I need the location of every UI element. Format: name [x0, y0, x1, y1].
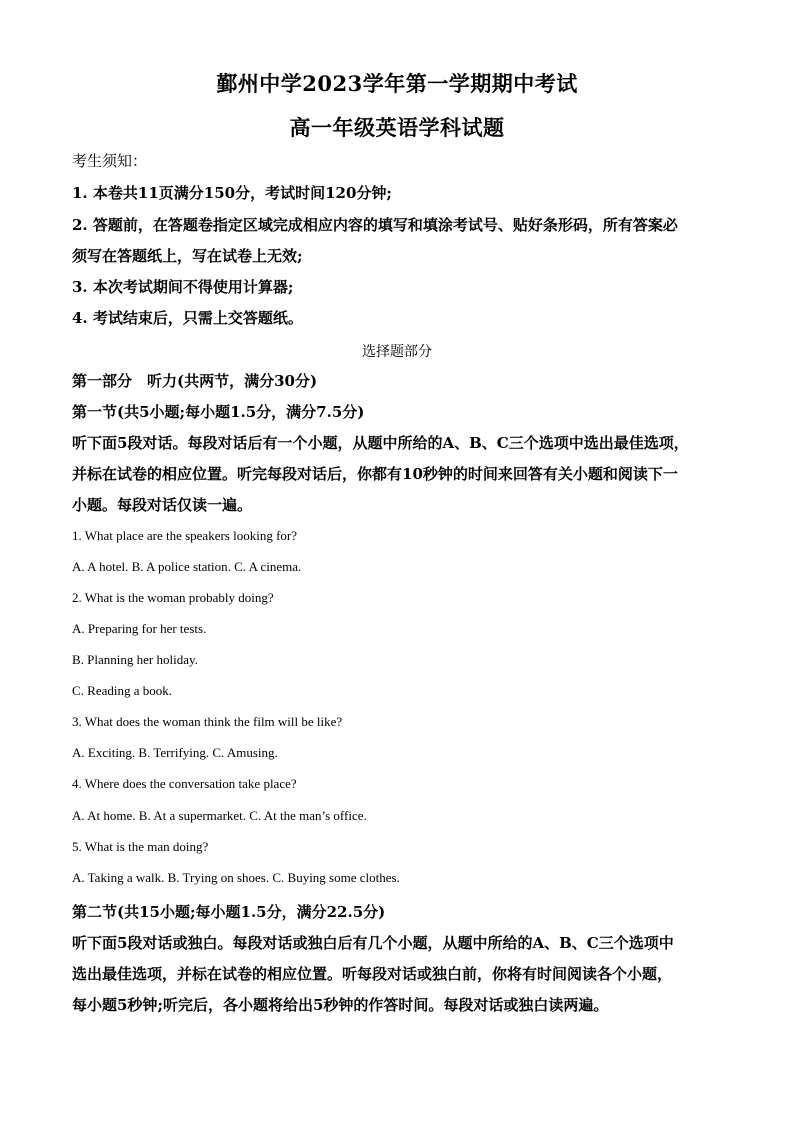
- exam-subtitle: 高一年级英语学科试题: [289, 115, 505, 140]
- question-text: 3. What does the woman think the film will be like?: [72, 714, 343, 729]
- section-label: 选择题部分: [362, 344, 432, 360]
- question-options: A. A hotel. B. A police station. C. A cinema.: [72, 559, 302, 574]
- instruction-line: 每小题5秒钟;听完后，各小题将给出5秒钟的作答时间。每段对话或独白读两遍。: [72, 996, 609, 1014]
- question-option: B. Planning her holiday.: [72, 652, 198, 667]
- question-options: A. At home. B. At a supermarket. C. At the man’s office.: [72, 808, 367, 823]
- part-heading: 第一部分 听力(共两节，满分30分): [72, 372, 318, 390]
- notice-heading: 考生须知：: [72, 152, 148, 170]
- subsection-heading: 第一节(共5小题;每小题1.5分，满分7.5分): [72, 403, 365, 421]
- question-text: 1. What place are the speakers looking for?: [72, 528, 297, 543]
- notice-item: 1. 本卷共11页满分150分，考试时间120分钟;: [72, 184, 392, 202]
- question-text: 5. What is the man doing?: [72, 839, 209, 854]
- notice-item: 2. 答题前，在答题卷指定区域完成相应内容的填写和填涂考试号、贴好条形码，所有答案必: [72, 216, 678, 234]
- question-text: 2. What is the woman probably doing?: [72, 590, 274, 605]
- instruction-line: 听下面5段对话。每段对话后有一个小题，从题中所给的A、B、C三个选项中选出最佳选项，: [72, 434, 689, 452]
- instruction-line: 小题。每段对话仅读一遍。: [72, 496, 253, 514]
- notice-item: 须写在答题纸上，写在试卷上无效;: [72, 247, 303, 265]
- question-options: A. Taking a walk. B. Trying on shoes. C. Buying some clothes.: [72, 870, 400, 885]
- notice-item: 4. 考试结束后，只需上交答题纸。: [72, 309, 303, 327]
- question-options: A. Exciting. B. Terrifying. C. Amusing.: [72, 745, 278, 760]
- question-option: A. Preparing for her tests.: [72, 621, 207, 636]
- instruction-line: 并标在试卷的相应位置。听完每段对话后，你都有10秒钟的时间来回答有关小题和阅读下一: [72, 465, 678, 483]
- question-text: 4. Where does the conversation take place?: [72, 776, 297, 791]
- exam-title: 鄞州中学2023学年第一学期期中考试: [216, 71, 578, 96]
- instruction-line: 听下面5段对话或独白。每段对话或独白后有几个小题，从题中所给的A、B、C三个选项中: [72, 934, 674, 952]
- question-option: C. Reading a book.: [72, 683, 173, 698]
- instruction-line: 选出最佳选项，并标在试卷的相应位置。听每段对话或独白前，你将有时间阅读各个小题，: [72, 965, 673, 983]
- notice-item: 3. 本次考试期间不得使用计算器;: [72, 278, 294, 296]
- subsection-heading: 第二节(共15小题;每小题1.5分，满分22.5分): [72, 903, 386, 921]
